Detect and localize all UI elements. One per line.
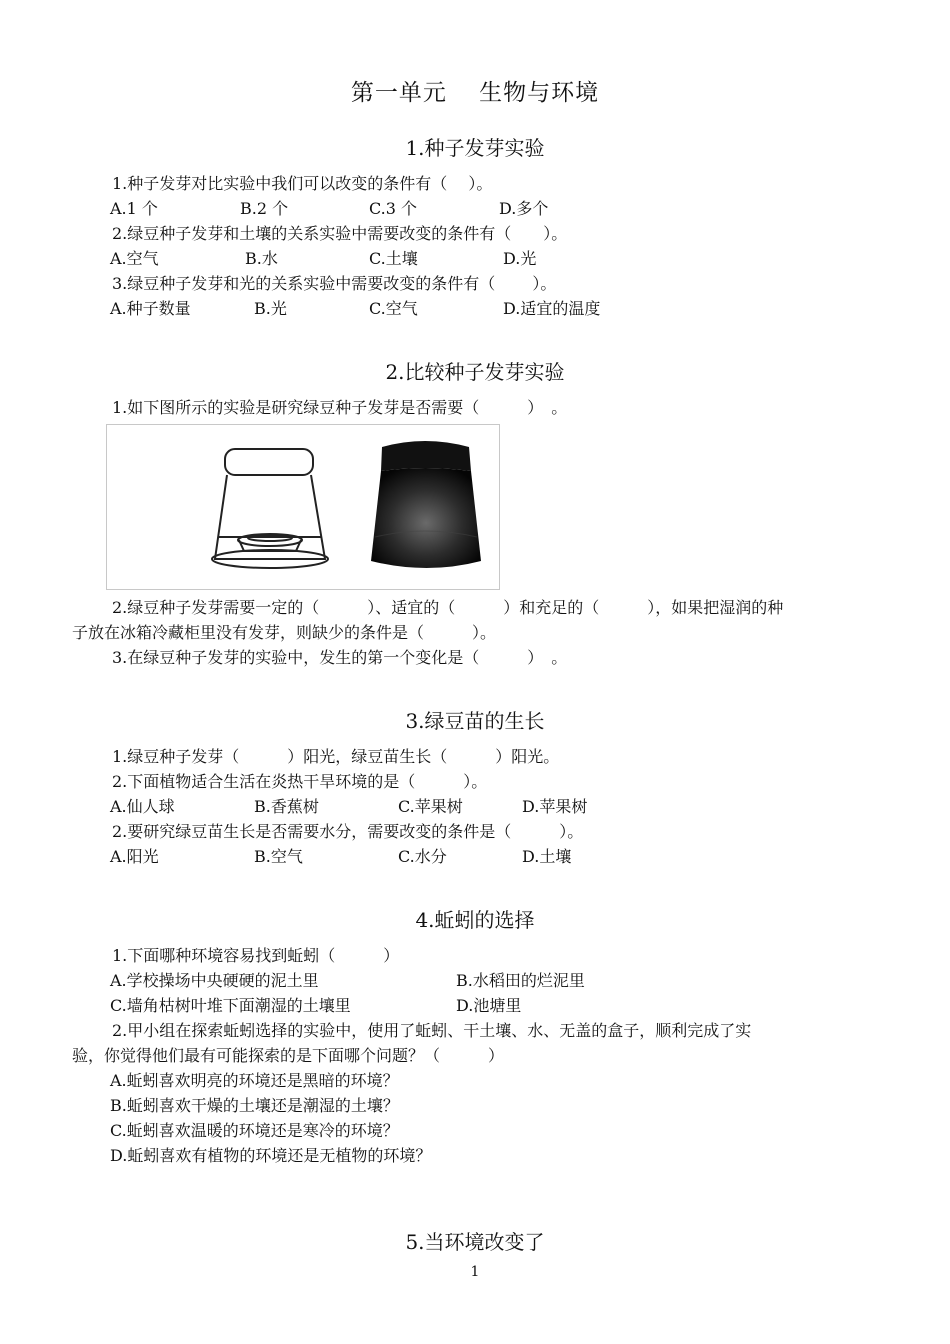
section-heading: 1.种子发芽实验 (405, 136, 545, 160)
unit-title: 第一单元 生物与环境 (350, 80, 600, 106)
page-number: 1 (470, 1264, 480, 1280)
option: D.光 (503, 249, 537, 268)
question: 2.下面植物适合生活在炎热干旱环境的是（ ）。 (112, 772, 488, 791)
section-heading: 2.比较种子发芽实验 (385, 360, 565, 384)
question: 2.绿豆种子发芽和土壤的关系实验中需要改变的条件有（ ）。 (112, 224, 568, 243)
option: C.空气 (369, 299, 418, 318)
option: B.光 (254, 299, 287, 318)
section-heading: 4.蚯蚓的选择 (415, 908, 535, 932)
option: C.水分 (398, 847, 447, 866)
option: D.苹果树 (522, 797, 588, 816)
question: 2.绿豆种子发芽需要一定的（ ）、适宜的（ ）和充足的（ ），如果把湿润的种 (112, 598, 784, 617)
option: B.香蕉树 (254, 797, 319, 816)
option: B.蚯蚓喜欢干燥的土壤还是潮湿的土壤？ (110, 1096, 399, 1115)
option: D.土壤 (522, 847, 572, 866)
option: B.空气 (254, 847, 303, 866)
question: 2.要研究绿豆苗生长是否需要水分，需要改变的条件是（ ）。 (112, 822, 584, 841)
option: A.阳光 (110, 847, 159, 866)
section-heading: 3.绿豆苗的生长 (405, 709, 545, 733)
question: 3.绿豆种子发芽和光的关系实验中需要改变的条件有（ ）。 (112, 274, 557, 293)
option: B.2 个 (240, 199, 289, 218)
question: 1.种子发芽对比实验中我们可以改变的条件有（ ）。 (112, 174, 493, 193)
option: D.池塘里 (456, 996, 522, 1015)
option: A.1 个 (110, 199, 158, 218)
question-continuation: 子放在冰箱冷藏柜里没有发芽，则缺少的条件是（ ）。 (72, 623, 497, 642)
option: B.水 (245, 249, 278, 268)
option: D.多个 (499, 199, 549, 218)
option: A.蚯蚓喜欢明亮的环境还是黑暗的环境？ (110, 1071, 399, 1090)
dark-jar (371, 441, 481, 568)
option: C.土壤 (369, 249, 418, 268)
experiment-figure (106, 424, 500, 590)
option: D.蚯蚓喜欢有植物的环境还是无植物的环境？ (110, 1146, 432, 1165)
option: C.苹果树 (398, 797, 463, 816)
option: B.水稻田的烂泥里 (456, 971, 585, 990)
question: 1.绿豆种子发芽（ ）阳光，绿豆苗生长（ ）阳光。 (112, 747, 560, 766)
question: 3.在绿豆种子发芽的实验中，发生的第一个变化是（ ） 。 (112, 648, 568, 667)
question: 1.如下图所示的实验是研究绿豆种子发芽是否需要（ ） 。 (112, 398, 568, 417)
option: C.蚯蚓喜欢温暖的环境还是寒冷的环境？ (110, 1121, 399, 1140)
option: C.墙角枯树叶堆下面潮湿的土壤里 (110, 996, 351, 1015)
question-continuation: 验，你觉得他们最有可能探索的是下面哪个问题？（ ） (72, 1046, 505, 1065)
option: A.学校操场中央硬硬的泥土里 (110, 971, 319, 990)
clear-jar (212, 449, 328, 568)
option: A.仙人球 (110, 797, 175, 816)
option: D.适宜的温度 (503, 299, 601, 318)
question: 1.下面哪种环境容易找到蚯蚓（ ） (112, 946, 400, 965)
jar-illustration (107, 425, 499, 589)
section-heading: 5.当环境改变了 (405, 1230, 545, 1254)
option: A.空气 (110, 249, 159, 268)
option: A.种子数量 (110, 299, 191, 318)
question: 2.甲小组在探索蚯蚓选择的实验中，使用了蚯蚓、干土壤、水、无盖的盒子，顺利完成了实 (112, 1021, 752, 1040)
option: C.3 个 (369, 199, 418, 218)
